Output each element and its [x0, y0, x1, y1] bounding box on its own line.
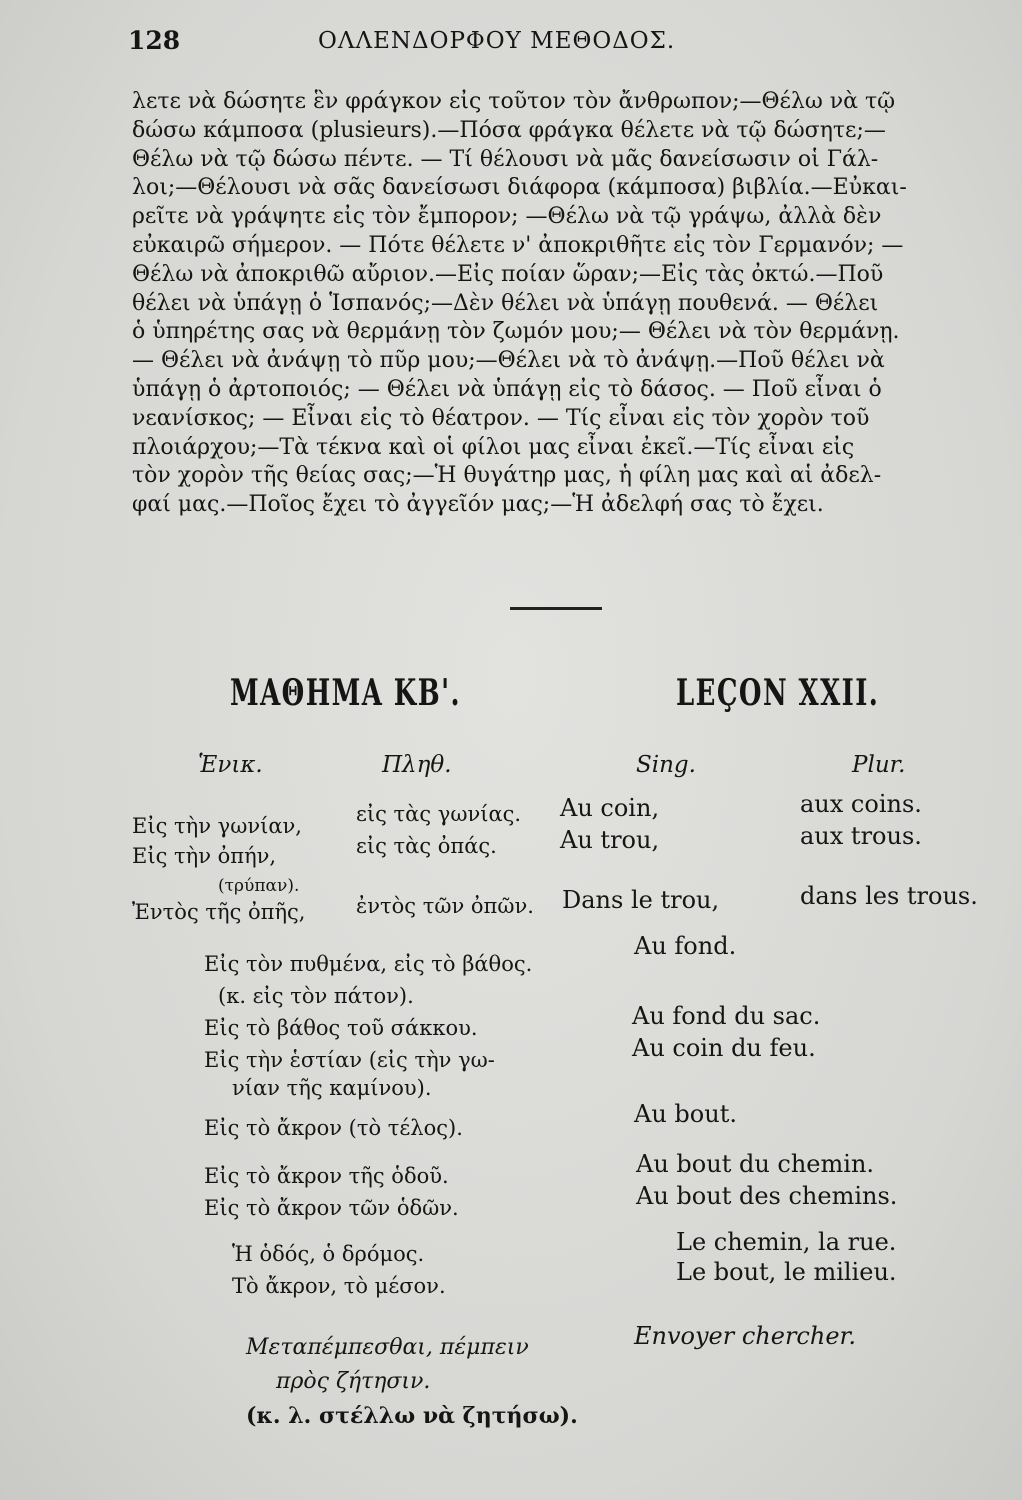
table-cell-plur-greek: ἐντὸς τῶν ὀπῶν.	[356, 894, 534, 918]
verb-entry-note: (κ. λ. στέλλω νὰ ζητήσω).	[246, 1403, 578, 1429]
table-cell-sing-french: Au coin,	[560, 794, 660, 822]
phrase-french: Au fond.	[634, 932, 737, 960]
phrase-greek: (κ. εἰς τὸν πάτον).	[218, 984, 414, 1008]
phrase-greek: Εἰς τὸν πυθμένα, εἰς τὸ βάθος.	[204, 952, 533, 976]
table-cell-plur-french: aux trous.	[800, 822, 922, 850]
text-line: λοι;—Θέλουσι νὰ σᾶς δανείσωσι διάφορα (κάμποσα) βιβλία.—Εὐκαι-	[132, 175, 907, 201]
text-line: εὐκαιρῶ σήμερον. — Πότε θέλετε ν' ἀποκριθῆτε εἰς τὸν Γερμανόν; —	[132, 232, 904, 258]
phrase-french: Au bout.	[634, 1100, 737, 1128]
text-line: δώσω κάμποσα (plusieurs).—Πόσα φράγκα θέλετε νὰ τῷ δώσητε;—	[132, 117, 886, 143]
text-line: λετε νὰ δώσητε ἓν φράγκον εἰς τοῦτον τὸν ἄνθρωπον;—Θέλω νὰ τῷ	[132, 89, 896, 114]
phrase-greek: Εἰς τὸ ἄκρον τῶν ὁδῶν.	[204, 1196, 459, 1220]
text-line: ρεῖτε νὰ γράψητε εἰς τὸν ἔμπορον; —Θέλω νὰ τῷ γράψω, ἀλλὰ δὲν	[132, 204, 882, 230]
exercise-text	[132, 88, 982, 520]
text-line: — Θέλει νὰ ἀνάψῃ τὸ πῦρ μου;—Θέλει νὰ τὸ ἀνάψῃ.—Ποῦ θέλει νὰ	[132, 348, 885, 374]
column-header-plural-greek: Πληθ.	[382, 752, 452, 778]
verb-entry-greek: Μεταπέμπεσθαι, πέμπειν	[246, 1335, 529, 1360]
text-line: φαί μας.—Ποῖος ἔχει τὸ ἀγγεῖόν μας;—Ἡ ἀδελφή σας τὸ ἔχει.	[132, 492, 824, 518]
phrase-french: Au fond du sac.	[632, 1002, 821, 1030]
phrase-french: Au bout des chemins.	[636, 1182, 898, 1210]
phrase-french: Au bout du chemin.	[636, 1150, 875, 1178]
verb-entry-french: Envoyer chercher.	[634, 1322, 856, 1350]
verb-entry-greek-continued: πρὸς ζήτησιν.	[276, 1369, 431, 1394]
text-line: νεανίσκος; — Εἶναι εἰς τὸ θέατρον. — Τίς εἶναι εἰς τὸν χορὸν τοῦ	[132, 405, 870, 431]
page-header	[128, 26, 978, 66]
phrase-greek: Τὸ ἄκρον, τὸ μέσον.	[232, 1274, 446, 1298]
table-cell-sing-french: Dans le trou,	[562, 886, 720, 914]
text-line: ὁ ὑπηρέτης σας νὰ θερμάνῃ τὸν ζωμόν μου;— Θέλει νὰ τὸν θερμάνῃ.	[132, 319, 900, 345]
column-header-singular-french: Sing.	[636, 752, 696, 778]
phrase-greek: νίαν τῆς καμίνου).	[232, 1076, 432, 1100]
phrase-french: Au coin du feu.	[632, 1034, 816, 1062]
text-line: τὸν χορὸν τῆς θείας σας;—Ἡ θυγάτηρ μας, ἡ φίλη μας καὶ αἱ ἀδελ-	[132, 463, 882, 489]
phrase-french: Le bout, le milieu.	[676, 1258, 897, 1286]
running-title: ΟΛΛΕΝΔΟΡΦΟΥ ΜΕΘΟΔΟΣ.	[318, 28, 676, 54]
table-cell-plur-french: dans les trous.	[800, 882, 978, 910]
table-cell-plur-greek: εἰς τὰς γωνίας.	[356, 802, 522, 826]
phrase-greek: Εἰς τὸ ἄκρον (τὸ τέλος).	[204, 1116, 463, 1140]
phrase-greek: Εἰς τὸ ἄκρον τῆς ὁδοῦ.	[204, 1164, 449, 1188]
phrase-greek: Εἰς τὸ βάθος τοῦ σάκκου.	[204, 1016, 478, 1040]
table-cell-sing-greek: Ἐντὸς τῆς ὀπῆς,	[132, 900, 306, 924]
table-cell-plur-greek: εἰς τὰς ὀπάς.	[356, 834, 497, 858]
lesson-title-greek: ΜΑΘΗΜΑ ΚΒ'.	[230, 672, 461, 714]
table-cell-sing-greek: Εἰς τὴν γωνίαν,	[132, 814, 302, 838]
table-cell-sing-greek: Εἰς τὴν ὀπήν,	[132, 844, 277, 868]
text-line: Θέλω νὰ ἀποκριθῶ αὔριον.—Εἰς ποίαν ὥραν;—Εἰς τὰς ὀκτώ.—Ποῦ	[132, 261, 884, 287]
table-cell-plur-french: aux coins.	[800, 790, 922, 818]
text-line: Θέλω νὰ τῷ δώσω πέντε. — Τί θέλουσι νὰ μᾶς δανείσωσιν οἱ Γάλ-	[132, 146, 879, 172]
phrase-greek: Ἡ ὁδός, ὁ δρόμος.	[232, 1242, 425, 1266]
lesson-title-french: LEÇON XXII.	[676, 672, 880, 714]
phrase-french: Le chemin, la rue.	[676, 1228, 897, 1256]
text-line: πλοιάρχου;—Τὰ τέκνα καὶ οἱ φίλοι μας εἶναι ἐκεῖ.—Τίς εἶναι εἰς	[132, 434, 855, 460]
page-number: 128	[128, 26, 181, 55]
table-cell-note: (τρύπαν).	[218, 876, 300, 896]
column-header-singular-greek: Ἑνικ.	[198, 752, 263, 778]
column-header-plural-french: Plur.	[852, 752, 906, 778]
table-cell-sing-french: Au trou,	[560, 826, 660, 854]
section-divider	[510, 607, 602, 610]
text-line: ὑπάγῃ ὁ ἀρτοποιός; — Θέλει νὰ ὑπάγῃ εἰς τὸ δάσος. — Ποῦ εἶναι ὁ	[132, 376, 882, 402]
text-line: θέλει νὰ ὑπάγῃ ὁ Ἱσπανός;—Δὲν θέλει νὰ ὑπάγῃ πουθενά. — Θέλει	[132, 290, 879, 316]
phrase-greek: Εἰς τὴν ἑστίαν (εἰς τὴν γω-	[204, 1048, 495, 1072]
